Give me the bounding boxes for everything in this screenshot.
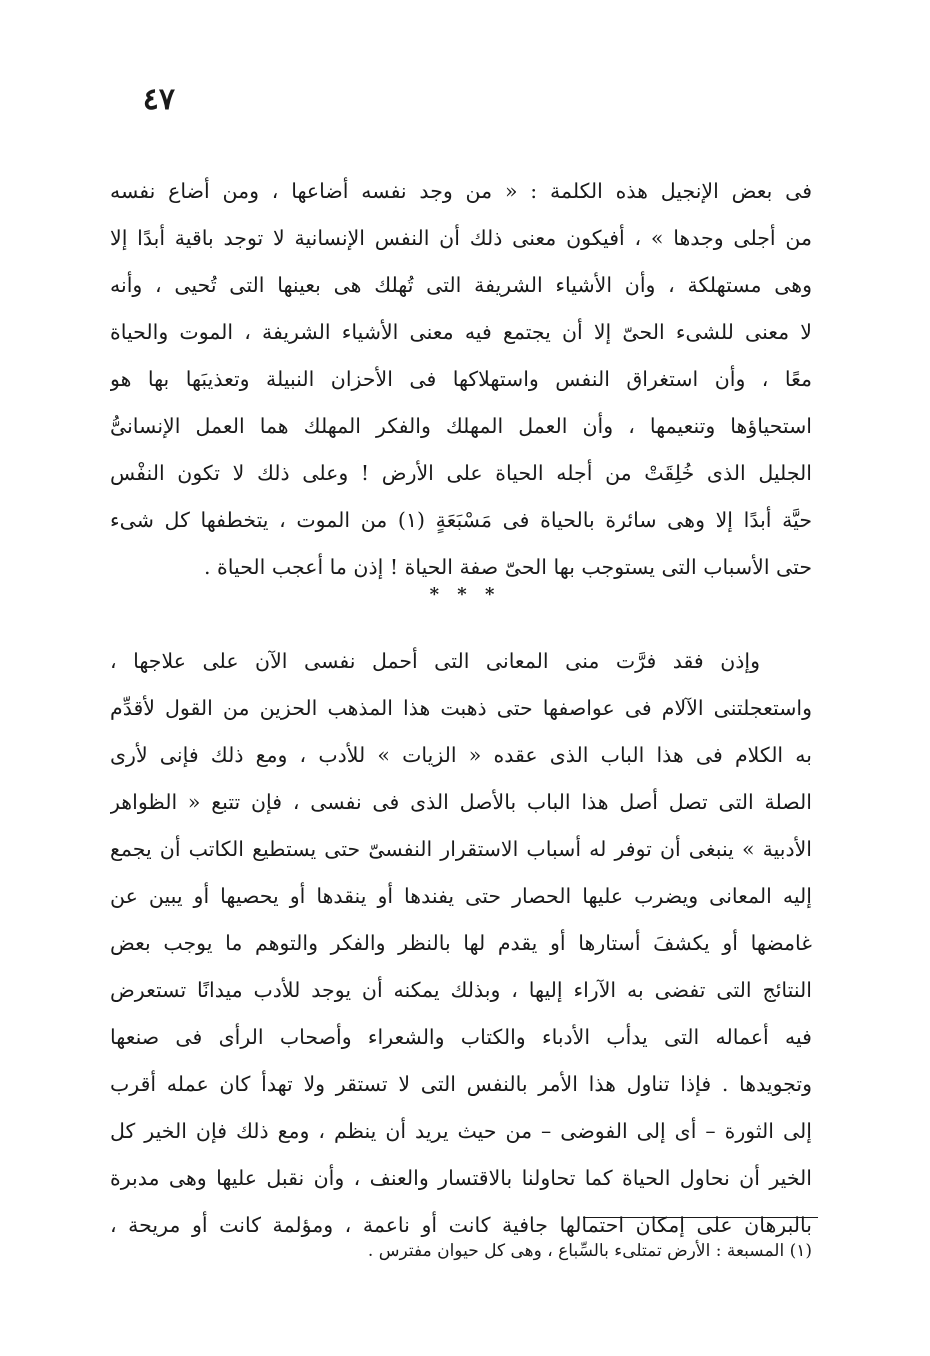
- text-line: حيَّة أبدًا إلا وهى سائرة بالحياة فى مَسْبَعَةٍ (١) من الموت ، يتخطفها كل شىء: [110, 508, 812, 532]
- text-line: فيه أعماله التى يدأب الأدباء والكتاب والشعراء وأصحاب الرأى فى صنعها: [110, 1025, 812, 1049]
- text-line: بالبرهان على إمكان احتمالها جافية كانت أو ناعمة ، ومؤلمة كانت أو مريحة ،: [110, 1213, 812, 1237]
- text-line: لا معنى للشىء الحىّ إلا أن يجتمع فيه معنى الأشياء الشريفة ، الموت والحياة: [110, 320, 812, 344]
- paragraph-2: [110, 638, 812, 1249]
- text-line: وإذن فقد فرَّت منى المعانى التى أحمل نفسى الآن على علاجها ،: [110, 649, 760, 673]
- page-number: ٤٧: [142, 82, 175, 117]
- footnote-divider: [583, 1217, 818, 1218]
- text-line: إلى الثورة – أى إلى الفوضى – من حيث يريد أن ينظم ، ومع ذلك فإن الخير كل: [110, 1119, 812, 1143]
- text-line: استحياؤها وتنعيمها ، وأن العمل المهلك والفكر المهلك هما العمل الإنسانىُّ: [110, 414, 812, 438]
- text-line: من أجلى وجدها » ، أفيكون معنى ذلك أن النفس الإنسانية لا توجد باقية أبدًا إلا: [110, 226, 812, 250]
- text-line: النتائج التى تفضى به الآراء إليها ، وبذلك يمكنه أن يوجد للأدب ميدانًا تستعرض: [110, 978, 812, 1002]
- text-line: إليه المعانى ويضرب عليها الحصار حتى يفندها أو ينقدها أو يحصيها أو يبين عن: [110, 884, 812, 908]
- text-line: الأدبية » ينبغى أن توفر له أسباب الاستقرار النفسىّ حتى يستطيع الكاتب أن يجمع: [110, 837, 812, 861]
- text-line: به الكلام فى هذا الباب الذى عقده « الزيات » للأدب ، ومع ذلك فإنى لأرى: [110, 743, 812, 767]
- text-line: وهى مستهلكة ، وأن الأشياء الشريفة التى تُهلك هى بعينها التى تُحيى ، وأنه: [110, 273, 812, 297]
- text-line: فى بعض الإنجيل هذه الكلمة : « من وجد نفسه أضاعها ، ومن أضاع نفسه: [110, 179, 812, 203]
- text-line: الجليل الذى خُلِقَتْ من أجله الحياة على الأرض ! وعلى ذلك لا تكون النفْس: [110, 461, 812, 485]
- text-line: حتى الأسباب التى يستوجب بها الحىّ صفة الحياة ! إذن ما أعجب الحياة .: [203, 555, 812, 579]
- section-separator: * * *: [429, 584, 501, 605]
- text-line: غامضها أو يكشفَ أستارها أو يقدم لها بالنظر والفكر والتوهم ما يوجب بعض: [110, 931, 812, 955]
- text-line: الخير أن نحاول الحياة كما تحاولنا بالاقتسار والعنف ، وأن نقبل عليها وهى مدبرة: [110, 1166, 812, 1190]
- text-line: واستعجلتنى الآلام فى عواصفها حتى ذهبت هذا المذهب الحزين من القول لأقدِّم: [110, 696, 812, 720]
- text-line: الصلة التى تصل أصل هذا الباب بالأصل الذى فى نفسى ، فإن تتبع « الظواهر: [110, 790, 812, 814]
- text-line: معًا ، وأن استغراق النفس واستهلاكها فى الأحزان النبيلة وتعذيبَها بها هو: [110, 367, 812, 391]
- footnote: (١) المسبعة : الأرض تمتلىء بالسِّباع ، وهى كل حيوان مفترس .: [367, 1241, 812, 1261]
- paragraph-1: [110, 168, 812, 591]
- text-line: وتجويدها . فإذا تناول هذا الأمر بالنفس التى لا تستقر ولا تهدأ كان عمله أقرب: [110, 1072, 812, 1096]
